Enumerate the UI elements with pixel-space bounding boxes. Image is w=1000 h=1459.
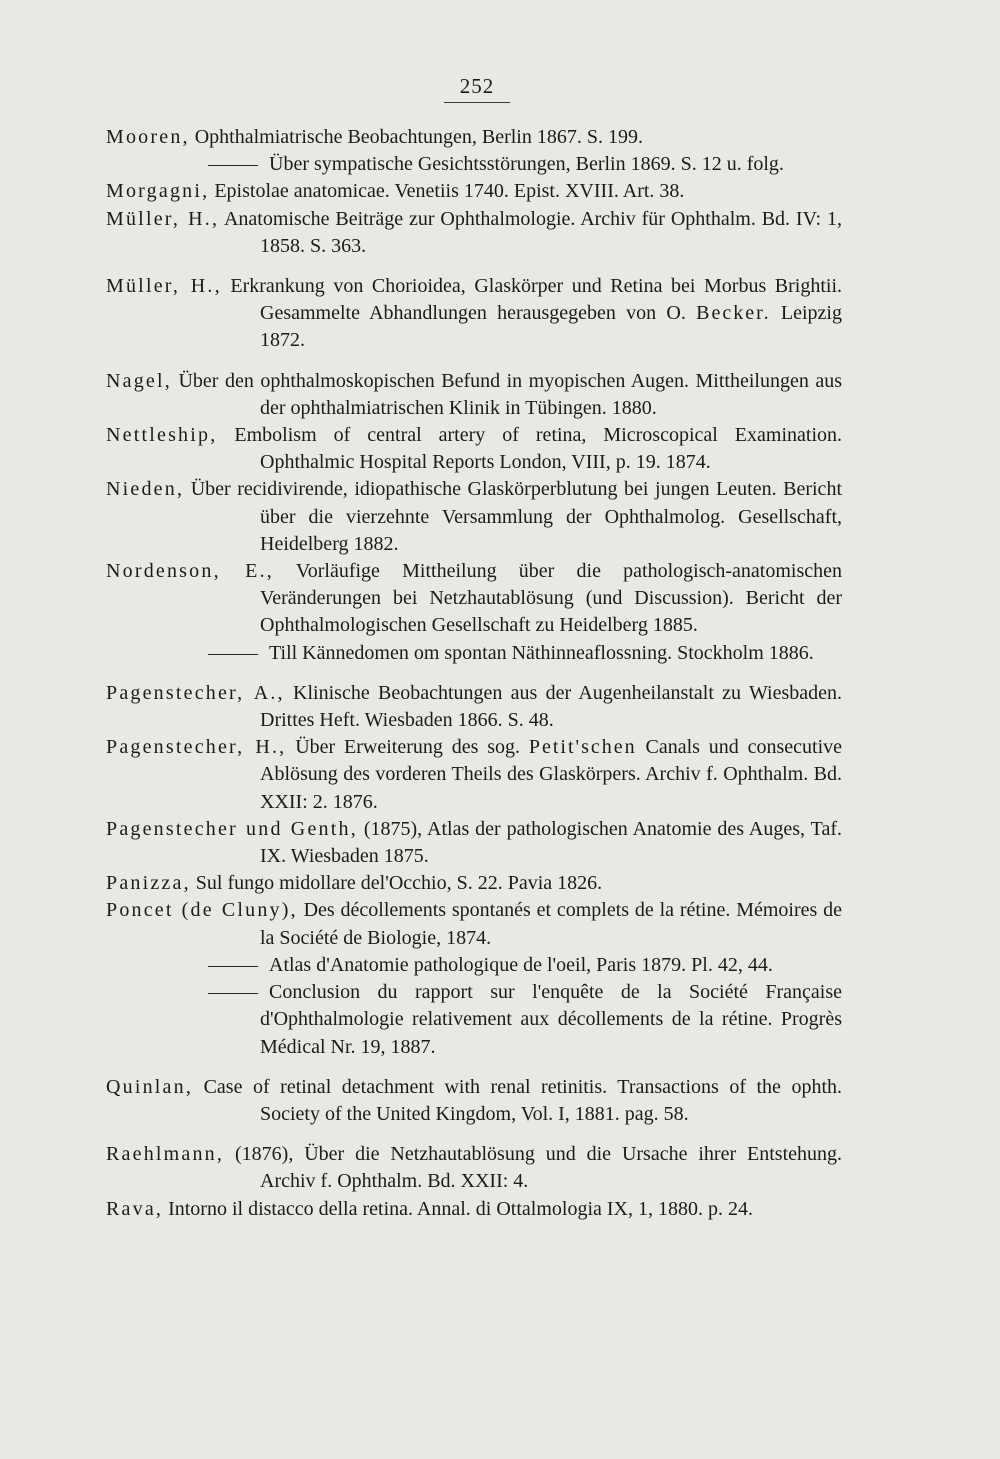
entry-author: Raehlmann, <box>106 1143 225 1166</box>
entry-text-after: Leipzig 1872. <box>260 302 842 352</box>
bibliography-entry <box>106 124 842 151</box>
entry-text: Conclusion du rapport sur l'enquête de la Société Française d'Ophthalmologie relativement aux décollements de la rétine. Progrès Médical Nr. 19, 1887. <box>260 981 842 1058</box>
ditto-dash <box>208 654 258 655</box>
bibliography-entry <box>106 368 842 422</box>
entry-author: Müller, H., <box>106 207 220 230</box>
bibliography-entry <box>106 680 842 734</box>
entry-text-spaced: Becker. <box>696 302 771 325</box>
entry-author: Pagenstecher, H., <box>106 736 287 759</box>
bibliography-entry <box>106 206 842 260</box>
entry-author: Rava, <box>106 1197 164 1220</box>
entry-text: (1875), Atlas der pathologischen Anatomie des Auges, Taf. IX. Wiesbaden 1875. <box>260 817 842 868</box>
entry-text: Anatomische Beiträge zur Ophthalmologie. Archiv für Ophthalm. Bd. IV: 1, 1858. S. 363. <box>223 207 842 257</box>
entry-author: Müller, H., <box>106 275 222 298</box>
entry-author: Poncet (de Cluny), <box>106 899 298 922</box>
ditto-dash <box>208 966 258 967</box>
entry-text: Intorno il distacco della retina. Annal. di Ottalmologia IX, 1, 1880. p. 24. <box>168 1197 753 1220</box>
entry-text: Über sympatische Gesichtsstörungen, Berlin 1869. S. 12 u. folg. <box>269 153 784 176</box>
bibliography-entry <box>106 897 842 951</box>
entry-text-after: Canals und consecutive Ablösung des vorderen Theils des Glaskörpers. Archiv f. Ophthalm. Bd. XXII: 2. 1876. <box>260 736 843 813</box>
entry-text: Erkrankung von Chorioidea, Glaskörper und Retina bei Morbus Brightii. Gesammelte Abhandlungen herausgegeben von O. <box>230 275 843 325</box>
entry-author: Mooren, <box>106 126 190 148</box>
entry-text-spaced: Petit'schen <box>528 736 637 759</box>
bibliography-entry <box>106 734 842 816</box>
entry-text: Sul fungo midollare del'Occhio, S. 22. Pavia 1826. <box>195 872 603 895</box>
ditto-dash <box>208 993 258 994</box>
entry-text: Case of retinal detachment with renal retinitis. Transactions of the ophth. Society of the United Kingdom, Vol. I, 1881. pag. 58. <box>203 1075 843 1125</box>
bibliography-entry <box>106 979 842 1061</box>
entry-author: Nieden, <box>106 478 185 501</box>
bibliography-entry <box>106 640 842 667</box>
bibliography-entry <box>106 422 842 476</box>
entry-text: Atlas d'Anatomie pathologique de l'oeil, Paris 1879. Pl. 42, 44. <box>269 953 773 976</box>
bibliography-entry <box>106 151 842 178</box>
entry-text: Till Kännedomen om spontan Näthinneaflossning. Stockholm 1886. <box>269 641 814 664</box>
bibliography-entry <box>106 476 842 558</box>
bibliography-entry <box>106 1074 842 1128</box>
page-number: 252 <box>444 74 510 103</box>
bibliography-entry <box>106 870 842 897</box>
entry-text: Des décollements spontanés et complets de la rétine. Mémoires de la Société de Biologie, 1874. <box>260 899 842 949</box>
entry-text: Ophthalmiatrische Beobachtungen, Berlin 1867. S. 199. <box>194 126 643 148</box>
entry-author: Quinlan, <box>106 1075 194 1098</box>
entry-text: Über recidivirende, idiopathische Glaskörperblutung bei jungen Leuten. Bericht über die vierzehnte Versammlung der Ophthalmolog. Gesellschaft, Heidelberg 1882. <box>190 478 842 555</box>
ditto-dash <box>208 165 258 166</box>
bibliography-list <box>106 124 842 1223</box>
bibliography-entry <box>106 952 842 979</box>
entry-author: Nordenson, E., <box>106 560 274 583</box>
entry-text: Über den ophthalmoskopischen Befund in myopischen Augen. Mittheilungen aus der ophthalmiatrischen Klinik in Tübingen. 1880. <box>178 369 843 419</box>
bibliography-entry <box>106 1196 842 1223</box>
entry-author: Pagenstecher, A., <box>106 681 285 704</box>
bibliography-entry <box>106 558 842 640</box>
bibliography-entry <box>106 273 842 355</box>
bibliography-entry <box>106 816 842 870</box>
bibliography-entry <box>106 1141 842 1195</box>
entry-author: Nagel, <box>106 369 172 392</box>
entry-author: Nettleship, <box>106 424 218 447</box>
entry-author: Pagenstecher und Genth, <box>106 817 358 840</box>
entry-text: Über Erweiterung des sog. <box>295 736 521 759</box>
entry-text: Epistolae anatomicae. Venetiis 1740. Epist. XVIII. Art. 38. <box>214 180 685 203</box>
entry-text: Vorläufige Mittheilung über die pathologisch-anatomischen Veränderungen bei Netzhautablösung (und Discussion). Bericht der Ophthalmologischen Gesellschaft zu Heidelberg 1885. <box>260 560 843 637</box>
entry-text: Embolism of central artery of retina, Microscopical Examination. Ophthalmic Hospital Reports London, VIII, p. 19. 1874. <box>234 424 842 474</box>
entry-author: Morgagni, <box>106 180 210 203</box>
entry-text: Klinische Beobachtungen aus der Augenheilanstalt zu Wiesbaden. Drittes Heft. Wiesbaden 1866. S. 48. <box>260 681 843 732</box>
entry-text: (1876), Über die Netzhautablösung und die Ursache ihrer Entstehung. Archiv f. Ophthalm. Bd. XXII: 4. <box>235 1143 843 1193</box>
entry-author: Panizza, <box>106 872 191 895</box>
bibliography-entry <box>106 178 842 205</box>
